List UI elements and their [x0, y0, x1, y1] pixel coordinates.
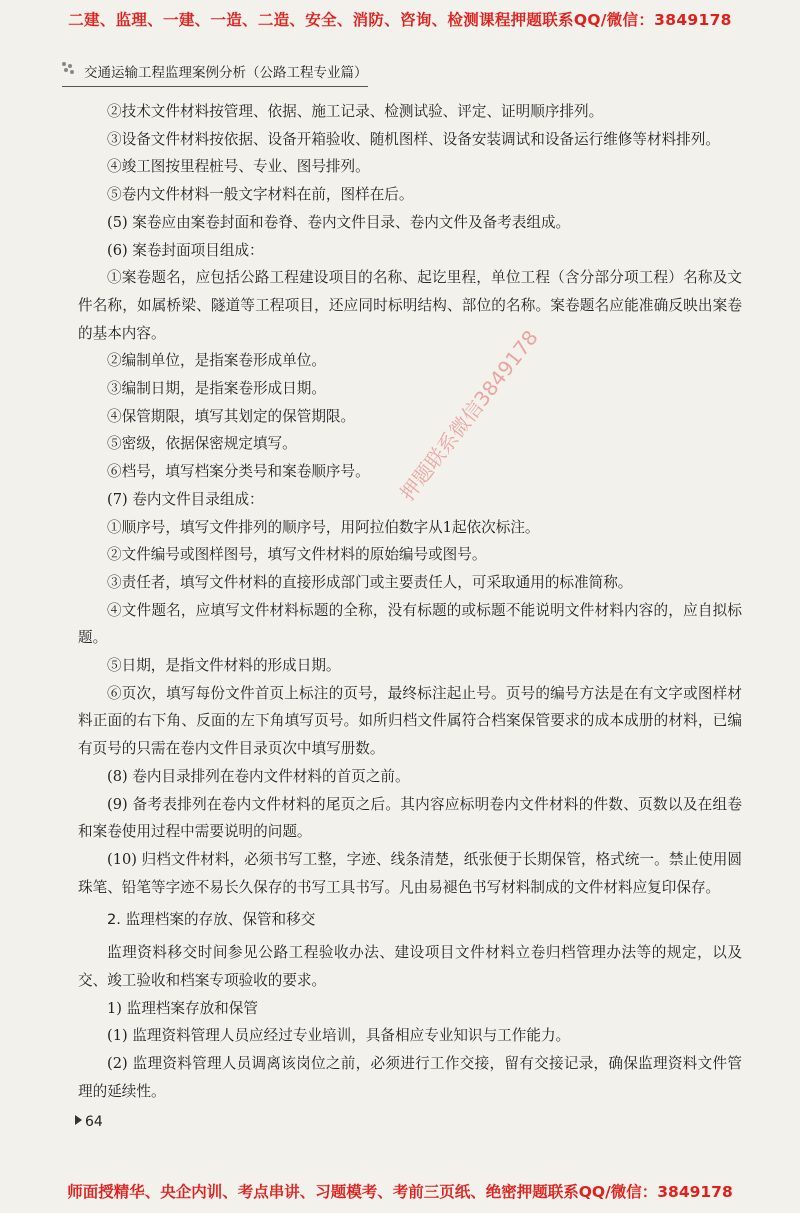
paragraph: ⑤密级，依据保密规定填写。	[107, 435, 297, 453]
page-number	[75, 1114, 103, 1130]
diagonal-watermark: 押题联系微信3849178	[395, 325, 543, 506]
paragraph: ③责任者，填写文件材料的直接形成部门或主要责任人，可采取通用的标准简称。	[107, 573, 633, 591]
header-rule	[62, 86, 368, 87]
paragraph: ②文件编号或图样图号，填写文件材料的原始编号或图号。	[107, 546, 487, 564]
paragraph: (9) 备考表排列在卷内文件材料的尾页之后。其内容应标明卷内文件材料的件数、页数以及在组卷和案卷使用过程中需要说明的问题。	[78, 795, 742, 841]
paragraph: ②编制单位，是指案卷形成单位。	[107, 352, 326, 370]
paragraph: ⑤日期，是指文件材料的形成日期。	[107, 657, 341, 675]
paragraph: ②技术文件材料按管理、依据、施工记录、检测试验、评定、证明顺序排列。	[107, 103, 604, 120]
paragraph: ③编制日期，是指案卷形成日期。	[107, 380, 326, 398]
section-heading: 2. 监理档案的存放、保管和移交	[107, 911, 316, 929]
paragraph: (6) 案卷封面项目组成：	[107, 241, 264, 259]
paragraph: (5) 案卷应由案卷封面和卷脊、卷内文件目录、卷内文件及备考表组成。	[107, 213, 571, 231]
paragraph: ⑥档号，填写档案分类号和案卷顺序号。	[107, 463, 370, 481]
paragraph: ④竣工图按里程桩号、专业、图号排列。	[107, 158, 370, 176]
paragraph: 1) 监理档案存放和保管	[107, 999, 258, 1017]
paragraph: (8) 卷内目录排列在卷内文件材料的首页之前。	[107, 767, 410, 785]
paragraph: ⑥页次，填写每份文件首页上标注的页号，最终标注起止号。页号的编号方法是在有文字或图样材料正面的右下角、反面的左下角填写页号。如所归档文件属符合档案保管要求的成本成册的材料，已编有页号的只需在卷内文件目录页次中填写册数。	[78, 684, 742, 758]
page-arrow-icon	[75, 1115, 82, 1125]
book-title: 交通运输工程监理案例分析（公路工程专业篇）	[84, 65, 368, 81]
top-ad-banner: 二建、监理、一建、一造、二造、安全、消防、咨询、检测课程押题联系QQ/微信：3849178	[68, 11, 732, 29]
page-number-text: 64	[85, 1114, 103, 1130]
paragraph: (10) 归档文件材料，必须书写工整，字迹、线条清楚，纸张便于长期保管，格式统一。禁止使用圆珠笔、铅笔等字迹不易长久保存的书写工具书写。凡由易褪色书写材料制成的文件材料应复印保存。	[78, 850, 742, 896]
header-dots-icon	[62, 62, 76, 76]
paragraph: ④保管期限，填写其划定的保管期限。	[107, 407, 356, 425]
paragraph: (7) 卷内文件目录组成：	[107, 490, 264, 508]
paragraph: (2) 监理资料管理人员调离该岗位之前，必须进行工作交接，留有交接记录，确保监理资料文件管理的延续性。	[78, 1054, 742, 1100]
paragraph: ⑤卷内文件材料一般文字材料在前，图样在后。	[107, 186, 414, 204]
running-header	[62, 58, 742, 84]
paragraph: (1) 监理资料管理人员应经过专业培训，具备相应专业知识与工作能力。	[107, 1027, 571, 1045]
paragraph: ③设备文件材料按依据、设备开箱验收、随机图样、设备安装调试和设备运行维修等材料排列。	[107, 130, 720, 148]
paragraph: ①顺序号，填写文件排列的顺序号，用阿拉伯数字从1起依次标注。	[107, 518, 540, 536]
paragraph: ④文件题名，应填写文件材料标题的全称，没有标题的或标题不能说明文件材料内容的，应自拟标题。	[78, 601, 742, 647]
bottom-ad-banner: 师面授精华、央企内训、考点串讲、习题模考、考前三页纸、绝密押题联系QQ/微信：3849178	[67, 1183, 733, 1201]
paragraph: 监理资料移交时间参见公路工程验收办法、建设项目文件材料立卷归档管理办法等的规定，以及交、竣工验收和档案专项验收的要求。	[78, 944, 742, 989]
paragraph: ①案卷题名，应包括公路工程建设项目的名称、起讫里程，单位工程（含分部分项工程）名称及文件名称，如属桥梁、隧道等工程项目，还应同时标明结构、部位的名称。案卷题名应能准确反映出案卷的基本内容。	[78, 269, 742, 342]
page-body	[78, 98, 742, 1105]
